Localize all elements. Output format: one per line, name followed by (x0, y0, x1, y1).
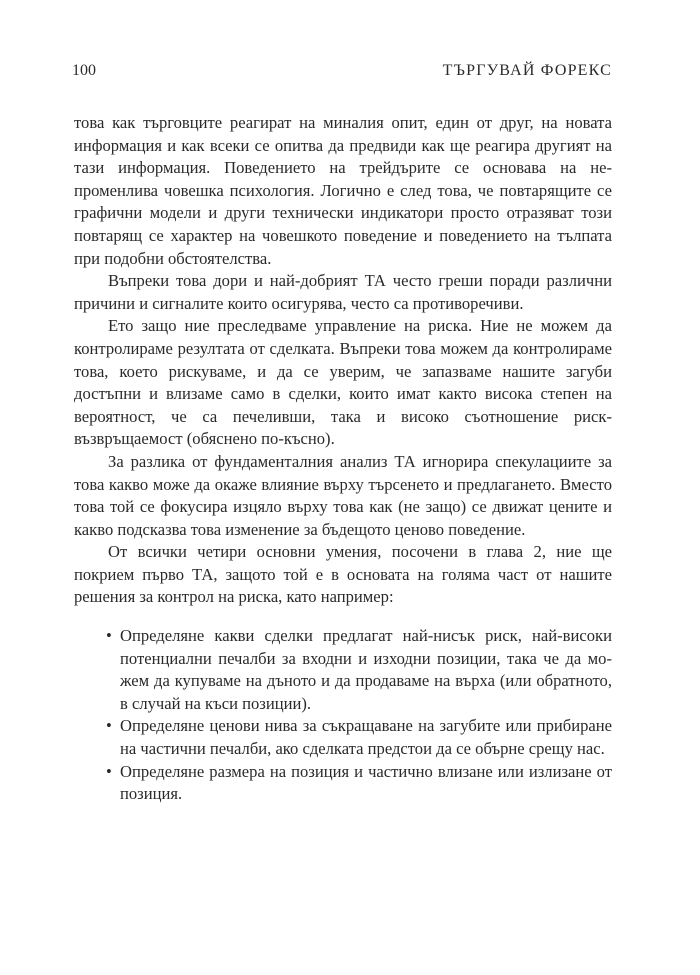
bullet-mark: • (106, 716, 112, 736)
book-title: ТЪРГУВАЙ ФОРЕКС (442, 62, 612, 79)
page-number: 100 (72, 62, 96, 79)
bullet-item (74, 761, 612, 806)
paragraph: Ето защо ние преследваме управление на риска. Ние не можем да контролираме резултата от сделката. Въпреки това можем да контролираме това, което рискуваме, и да се уверим, че запазваме нашите загуби достъпни и влизаме само в сделки, които имат както висока степен на вероятност, че са печеливши, така и високо съотношение риск-възвръщаемост (обяснено по-късно). (74, 316, 612, 449)
bullet-item (74, 715, 612, 760)
bullet-item (74, 625, 612, 715)
running-header (72, 60, 612, 82)
paragraph: Въпреки това дори и най-добрият ТА често греши поради различни причини и сигналите които осигурява, често са противоречиви. (74, 271, 612, 313)
bullet-text: Определяне какви сделки предлагат най-нисък риск, най-високи потенциални печалби за входни и изходни позиции, така че да можем да купуваме на дъното и да продаваме на върха (или обратното, в случай на къси позиции). (120, 626, 612, 713)
bullet-mark: • (106, 761, 112, 781)
paragraph: За разлика от фундаменталния анализ ТА игнорира спекулациите за това какво може да окаже влияние върху търсенето и предлагането. Вместо това той се фокусира изцяло върху това как (не защо) се движат цените и какво подсказва това изменение за бъдещото ценово поведение. (74, 451, 612, 539)
body-text (74, 112, 612, 806)
bullet-text: Определяне ценови нива за съкращаване на загубите или прибиране на частични печалби, ако сделката предстои да се обърне срещу нас. (120, 716, 612, 759)
bullet-mark: • (106, 626, 112, 646)
paragraph: От всички четири основни умения, посочени в глава 2, ние ще покрием първо ТА, защото той е в основата на голяма част от нашите решения за контрол на риска, като например: (74, 542, 612, 607)
paragraph-continuation: това как търговците реагират на миналия опит, един от друг, на новата информация и как всеки се опитва да предвиди как ще реагира другият на тази информация. Поведението на трейдърите се основава на непроменлива човешка психология. Логично е след това, че повтарящите се графични модели и други технически индикатори просто отразяват този повтарящ се характер на човешкото поведение и поведението на тълпата при подобни обстоятелства. (74, 113, 612, 268)
bullet-list (74, 625, 612, 806)
bullet-text: Определяне размера на позиция и частично влизане или излизане от позиция. (120, 761, 612, 804)
